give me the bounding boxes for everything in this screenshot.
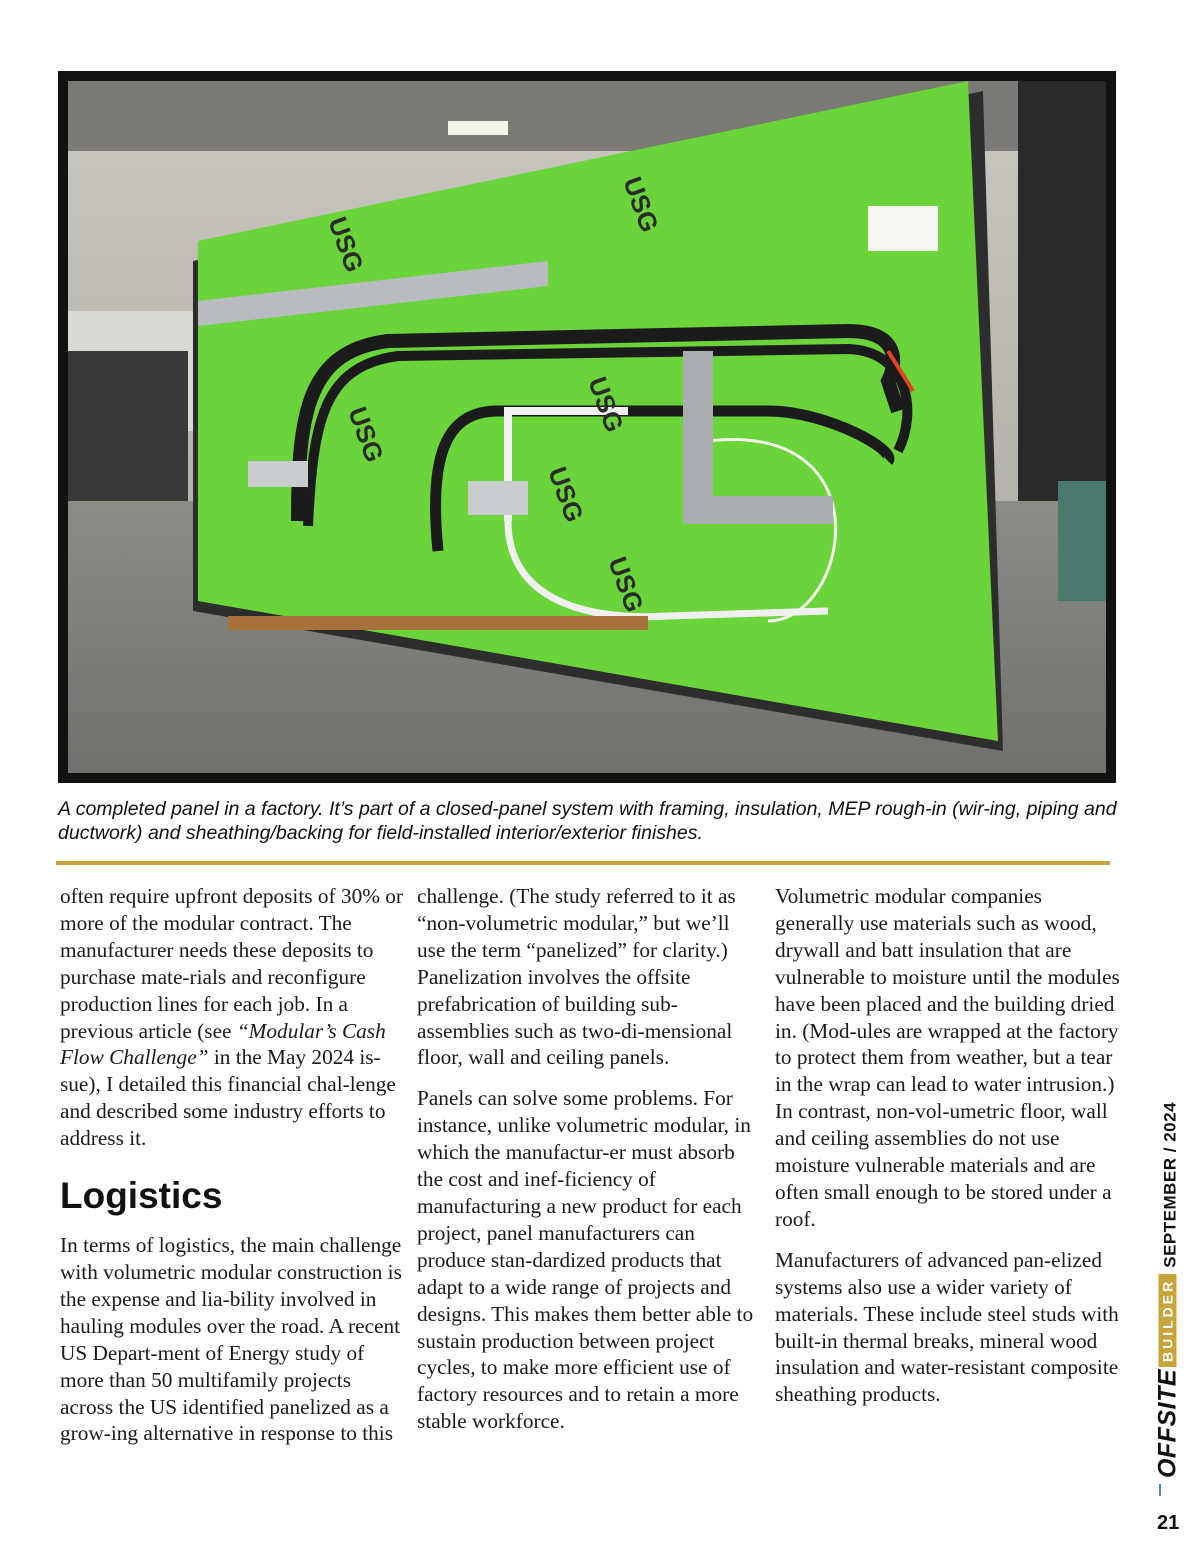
paragraph: often require upfront deposits of 30% or more of the modular contract. The manufacturer needs these deposits to purchase mate-rials and reconfigure production lines for each job. In a previous article (see “Modular’s Cash Flow Challenge” in the May 2024 is-sue), I detailed this financial chal-lenge and described some industry efforts to address it. <box>60 884 404 1151</box>
svg-text:USG: USG <box>617 172 665 236</box>
photo-caption: A completed panel in a factory. It’s part of a closed-panel system with framing, insulation, MEP rough-in (wir-ing, piping and ductwork) and sheathing/backing for field-installed interior/exterior finishes. <box>58 798 1117 844</box>
article-column-1 <box>60 883 405 1461</box>
sidebar-accent-line <box>1159 1484 1161 1496</box>
svg-text:USG: USG <box>542 462 590 526</box>
paragraph: Panels can solve some problems. For instance, unlike volumetric modular, in which the manufactur-er must absorb the cost and inef-ficiency of manufacturing a new product for each project, panel manufacturers can produce stan-dardized products that adapt to a wide range of projects and designs. This makes them better able to sustain production between project cycles, to make more efficient use of factory resources and to retain a more stable workforce. <box>417 1086 754 1434</box>
magazine-branding <box>1154 1102 1183 1478</box>
caption-divider <box>56 861 1110 865</box>
factory-panel-photo <box>68 81 1106 773</box>
svg-text:USG: USG <box>342 402 390 466</box>
paragraph: Volumetric modular companies generally use materials such as wood, drywall and batt insulation that are vulnerable to moisture until the modules have been placed and the building dried in. (Mod-ules are wrapped at the factory to protect them from weather, but a tear in the wrap can lead to water intrusion.) In contrast, non-vol-umetric floor, wall and ceiling assemblies do not use moisture vulnerable materials and are often small enough to be stored under a roof. <box>775 884 1120 1231</box>
brand-tag: BUILDER <box>1159 1274 1177 1367</box>
section-heading: Logistics <box>60 1175 223 1217</box>
paragraph: In terms of logistics, the main challenge with volumetric modular construction is the expense and lia-bility involved in hauling modules over the road. A recent US Depart-ment of Energy study of more than 50 multifamily projects across the US identified panelized as a grow-ing alternative in response to this <box>60 1233 402 1446</box>
svg-text:USG: USG <box>322 212 370 276</box>
paragraph: challenge. (The study referred to it as “non-volumetric modular,” but we’ll use the term “panelized” for clarity.) Panelization involves the offsite prefabrication of building sub-assemblies such as two-di-mensional floor, wall and ceiling panels. <box>417 884 736 1070</box>
issue-date: SEPTEMBER / 2024 <box>1160 1101 1180 1268</box>
brand-name: OFFSITE <box>1153 1368 1182 1479</box>
svg-text:USG: USG <box>602 552 650 616</box>
article-reference-link: “Modular’s Cash Flow Challenge” <box>60 1018 386 1070</box>
article-photo <box>58 71 1116 783</box>
paragraph: Manufacturers of advanced pan-elized systems also use a wider variety of materials. These include steel studs with built-in thermal breaks, mineral wood insulation and water-resistant composite sheathing products. <box>775 1247 1119 1407</box>
article-column-2 <box>417 883 762 1449</box>
page-number: 21 <box>1157 1512 1180 1534</box>
magazine-sidebar <box>1138 1100 1198 1480</box>
svg-text:USG: USG <box>582 372 630 436</box>
article-column-3 <box>775 883 1120 1422</box>
